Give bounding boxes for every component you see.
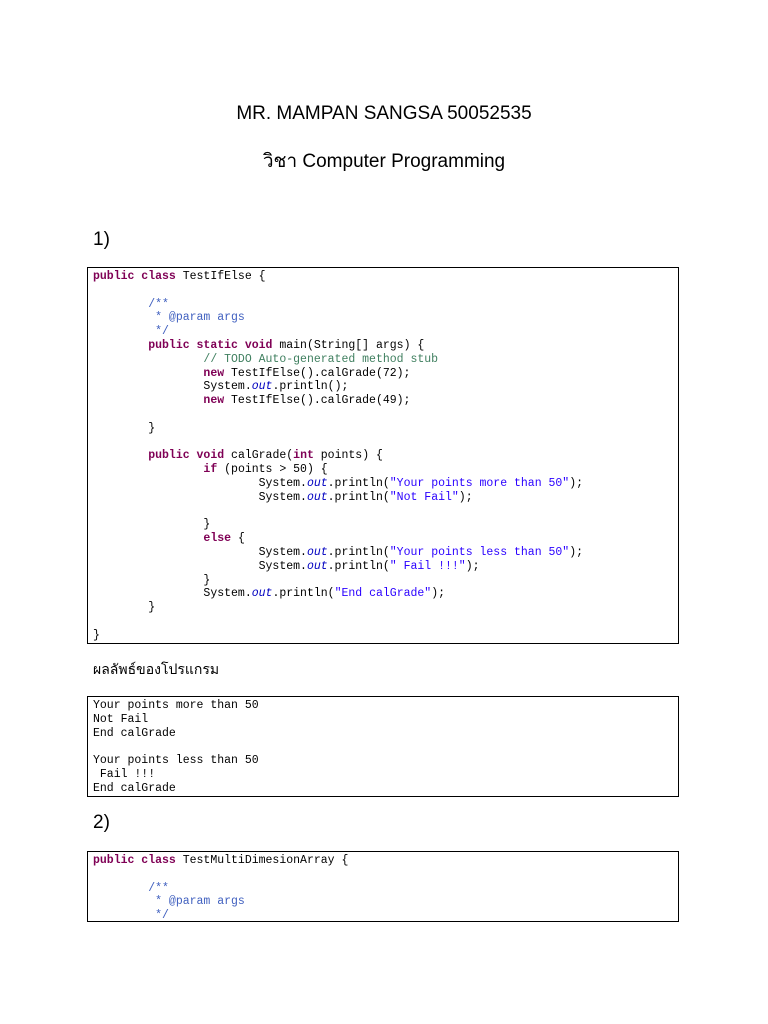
code-line — [93, 477, 678, 491]
code-line — [93, 560, 678, 574]
code-token: } — [93, 628, 100, 642]
code-line — [93, 601, 678, 615]
code-token: ); — [569, 476, 584, 490]
code-line — [93, 394, 678, 408]
code-line — [93, 367, 678, 381]
keyword: new — [203, 394, 232, 408]
code-token: .println( — [327, 545, 390, 559]
code-token — [93, 298, 148, 311]
code-token: { — [237, 532, 245, 546]
code-token: TestMultiDimesionArray { — [182, 854, 349, 867]
keyword: public class — [93, 854, 183, 867]
line-comment: // TODO Auto-generated method stub — [203, 352, 439, 366]
code-line — [93, 298, 678, 312]
keyword: else — [203, 532, 238, 546]
javadoc-comment: /** — [148, 297, 169, 311]
string-literal: " Fail !!!" — [389, 559, 466, 573]
static-field: out — [306, 545, 328, 559]
code-token: Fail !!! — [93, 767, 156, 781]
static-field: out — [251, 380, 273, 394]
code-line — [93, 587, 678, 601]
code-block-multi-dimension-array — [87, 851, 679, 922]
code-token: points) { — [320, 449, 383, 463]
keyword: new — [203, 366, 232, 380]
code-line — [93, 895, 678, 909]
javadoc-comment: */ — [148, 325, 169, 339]
code-line — [93, 882, 678, 896]
code-token: TestIfElse().calGrade(49); — [231, 394, 411, 408]
code-token — [93, 895, 148, 908]
code-line — [93, 740, 678, 754]
code-token: ); — [458, 490, 473, 504]
code-token: System. — [93, 476, 307, 490]
code-token: Not Fail — [93, 712, 149, 726]
code-line — [93, 854, 678, 868]
code-token — [93, 909, 148, 922]
code-token: Your points more than 50 — [93, 699, 259, 712]
code-token: .println( — [327, 476, 390, 490]
code-token — [93, 311, 148, 324]
section-number-1: 1) — [93, 229, 110, 250]
code-token: System. — [93, 587, 252, 601]
code-line — [93, 491, 678, 505]
code-token: System. — [93, 490, 307, 504]
static-field: out — [306, 490, 328, 504]
code-token: main(String[] args) { — [279, 338, 425, 352]
code-token: ); — [465, 559, 480, 573]
code-line — [93, 449, 678, 463]
code-line — [93, 339, 678, 353]
code-token: System. — [93, 559, 307, 573]
code-token: } — [93, 518, 211, 532]
code-token: } — [93, 601, 156, 615]
code-line — [93, 868, 678, 882]
code-line — [93, 532, 678, 546]
code-line — [93, 270, 678, 284]
code-listing — [88, 268, 678, 643]
code-listing — [88, 852, 678, 922]
static-field: out — [306, 559, 328, 573]
code-line — [93, 463, 678, 477]
code-token: Your points less than 50 — [93, 754, 259, 768]
static-field: out — [251, 587, 273, 601]
keyword: public class — [93, 270, 183, 283]
program-output-block — [87, 696, 679, 797]
code-token — [93, 449, 148, 462]
code-token: TestIfElse { — [182, 270, 266, 283]
code-token: System. — [93, 545, 307, 559]
code-line — [93, 380, 678, 394]
string-literal: "Your points less than 50" — [389, 545, 570, 559]
code-token: } — [93, 573, 211, 587]
code-token: (points > 50) { — [224, 463, 328, 477]
code-token — [93, 394, 203, 407]
code-line — [93, 574, 678, 588]
code-token — [93, 353, 203, 366]
javadoc-comment: * @param args — [148, 311, 245, 325]
code-line — [93, 422, 678, 436]
code-line — [93, 436, 678, 450]
code-token: End calGrade — [93, 781, 176, 795]
code-line — [93, 909, 678, 922]
string-literal: "Your points more than 50" — [389, 476, 570, 490]
string-literal: "Not Fail" — [389, 490, 459, 504]
code-token — [93, 339, 148, 352]
code-token: .println( — [327, 490, 390, 504]
code-token — [93, 367, 203, 380]
code-token: ); — [431, 587, 446, 601]
code-token: .println(); — [272, 380, 349, 394]
section-number-2: 2) — [93, 812, 110, 833]
code-line — [93, 768, 678, 782]
javadoc-comment: /** — [148, 881, 169, 895]
static-field: out — [306, 476, 328, 490]
code-block-test-if-else — [87, 267, 679, 644]
code-token: ); — [569, 545, 584, 559]
code-token — [93, 532, 203, 545]
code-line — [93, 408, 678, 422]
code-token — [93, 325, 148, 338]
keyword: int — [293, 449, 321, 463]
keyword: public void — [148, 449, 232, 463]
code-line — [93, 311, 678, 325]
code-line — [93, 629, 678, 643]
code-token: .println( — [272, 587, 335, 601]
code-line — [93, 546, 678, 560]
keyword: public static void — [148, 338, 280, 352]
code-line — [93, 713, 678, 727]
output-listing — [88, 697, 678, 796]
output-caption: ผลลัพธ์ของโปรแกรม — [93, 662, 220, 678]
javadoc-comment: * @param args — [148, 895, 245, 909]
javadoc-comment: */ — [148, 909, 169, 922]
keyword: if — [203, 463, 225, 477]
author-heading: MR. MAMPAN SANGSA 50052535 — [236, 103, 532, 124]
code-line — [93, 353, 678, 367]
code-token: TestIfElse().calGrade(72); — [231, 366, 411, 380]
code-token — [93, 882, 148, 895]
code-token: calGrade( — [231, 449, 294, 463]
code-line — [93, 325, 678, 339]
code-line — [93, 615, 678, 629]
code-line — [93, 505, 678, 519]
subject-heading: วิชา Computer Programming — [262, 151, 506, 172]
code-token: End calGrade — [93, 726, 176, 740]
code-line — [93, 699, 678, 713]
code-line — [93, 754, 678, 768]
string-literal: "End calGrade" — [334, 587, 432, 601]
code-line — [93, 284, 678, 298]
code-token — [93, 463, 203, 476]
code-token: System. — [93, 380, 252, 394]
code-token: } — [93, 421, 156, 435]
code-line — [93, 518, 678, 532]
code-token: .println( — [327, 559, 390, 573]
code-line — [93, 782, 678, 796]
code-line — [93, 727, 678, 741]
